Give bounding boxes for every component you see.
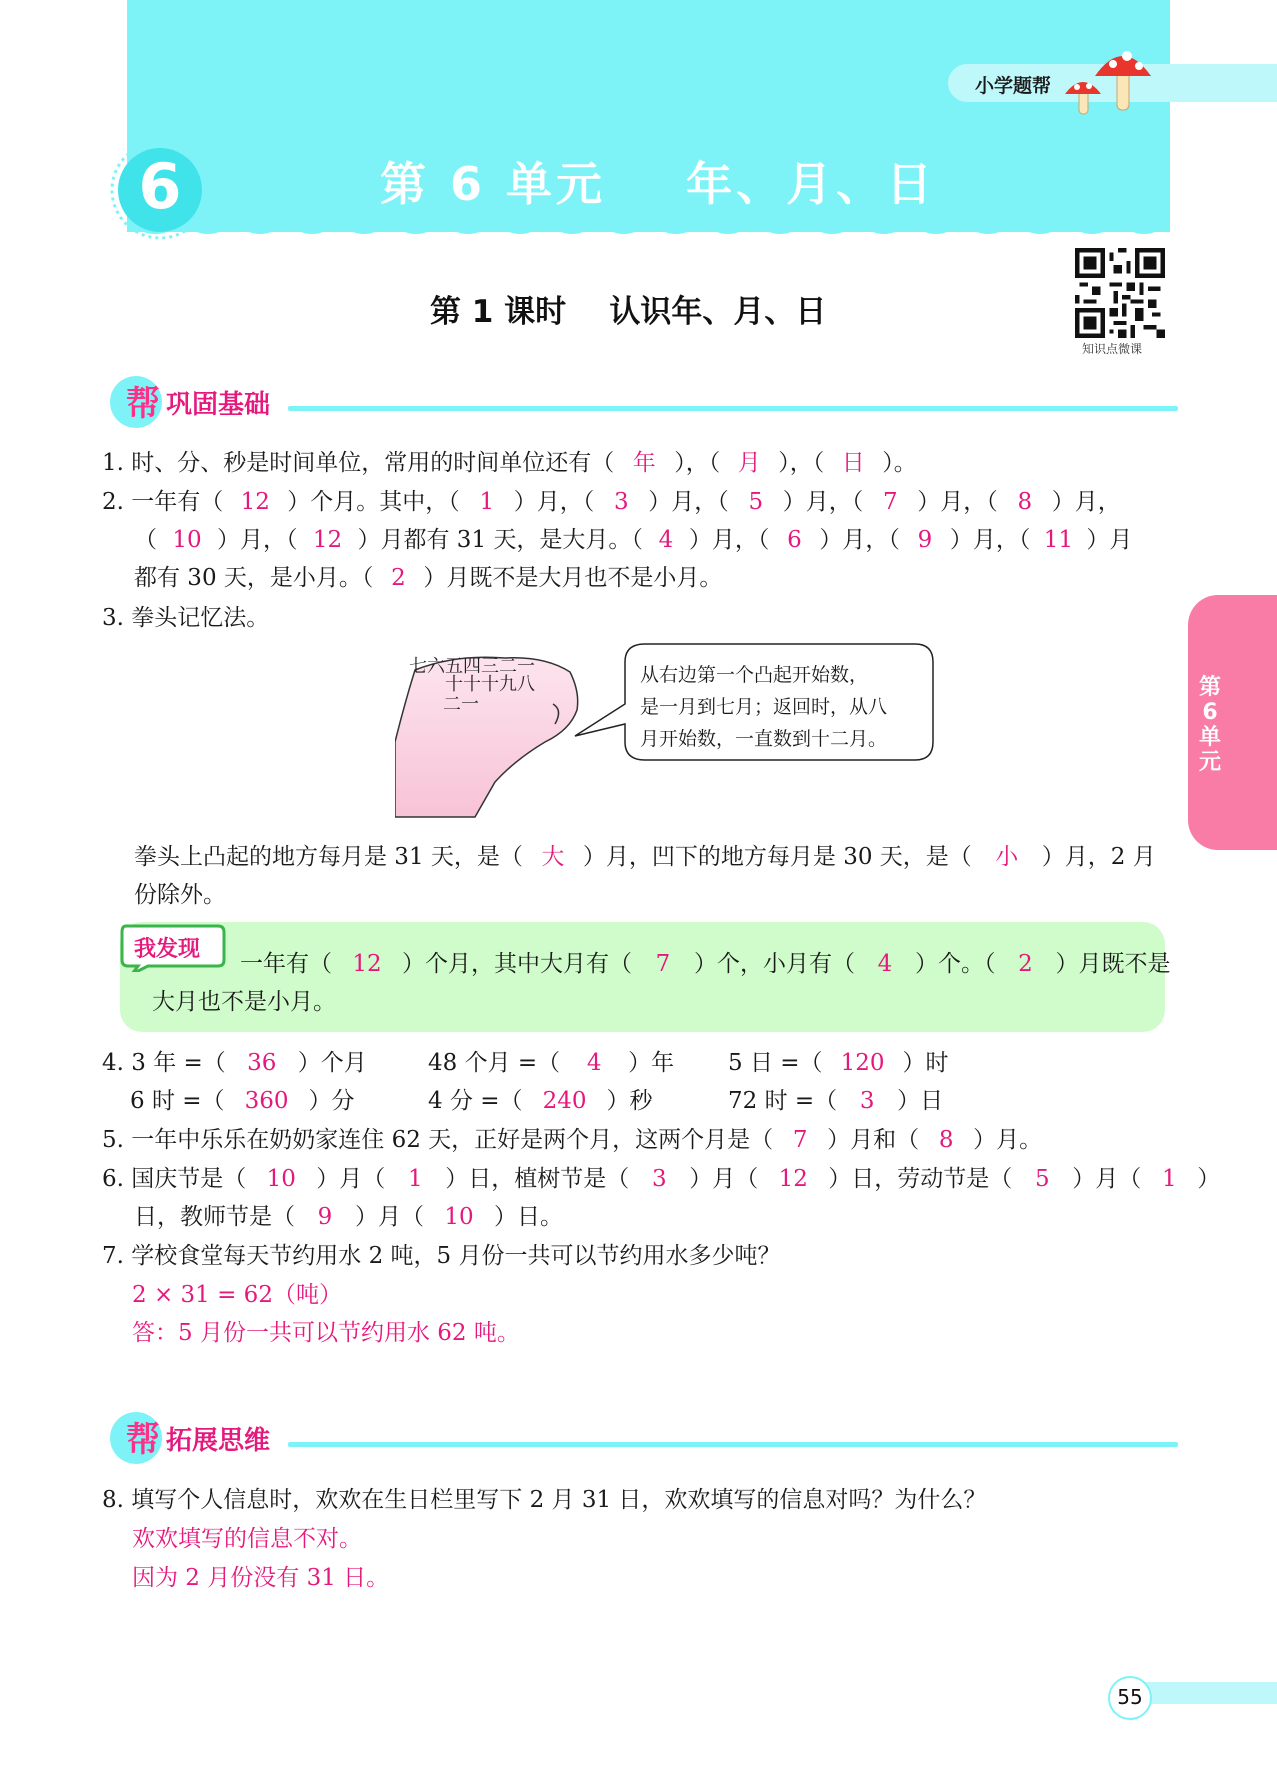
question-4-r2c1: 6 时 =（ 360 ）分 <box>130 1088 355 1114</box>
question-4-r1c1: 4. 3 年 =（ 36 ）个月 <box>102 1050 367 1076</box>
answer: 7 <box>882 489 898 515</box>
svg-text:二一: 二一 <box>443 694 479 715</box>
answer: 8 <box>938 1127 954 1153</box>
answer: 4 <box>586 1050 602 1076</box>
question-3-title: 3. 拳头记忆法。 <box>102 605 270 631</box>
question-1: 1. 时、分、秒是时间单位，常用的时间单位还有（ 年 ），（ 月 ），（ 日 ）。 <box>102 444 917 477</box>
answer: 12 <box>240 489 270 515</box>
answer: 小 <box>995 844 1019 870</box>
question-8: 8. 填写个人信息时，欢欢在生日栏里写下 2 月 31 日，欢欢填写的信息对吗？为什么？ <box>102 1487 987 1513</box>
question-5: 5. 一年中乐乐在奶奶家连住 62 天，正好是两个月，这两个月是（ 7 ）月和（ 8 ）月。 <box>102 1127 1043 1153</box>
section-divider <box>288 406 1178 411</box>
answer: 2 <box>391 565 406 591</box>
brand-name: 小学题帮 <box>975 75 1052 97</box>
qr-caption: 知识点微课 <box>1082 342 1143 356</box>
question-4-r1c2: 48 个月 =（ 4 ）年 <box>428 1050 675 1076</box>
question-8-answer-2: 因为 2 月份没有 31 日。 <box>132 1565 390 1591</box>
answer: 1 <box>407 1166 423 1192</box>
question-6-line-2: 日，教师节是（ 9 ）月（ 10 ）日。 <box>134 1204 563 1230</box>
lesson-title: 第 1 课时 认识年、月、日 <box>430 294 827 330</box>
answer: 10 <box>444 1204 474 1230</box>
answer: 6 <box>787 527 802 553</box>
answer: 3 <box>651 1166 667 1192</box>
answer: 5 <box>748 489 764 515</box>
question-7-work: 2 × 31 = 62（吨） <box>132 1282 342 1308</box>
bubble-line-2: 是一月到七月；返回时，从八 <box>640 696 888 718</box>
page-number: 55 <box>1117 1685 1143 1709</box>
section-bang-char: 帮 <box>126 1420 160 1460</box>
svg-text:十十十九八: 十十十九八 <box>445 674 535 695</box>
bubble-line-1: 从右边第一个凸起开始数， <box>640 664 869 686</box>
discovery-line-2: 大月也不是小月。 <box>152 989 336 1015</box>
answer: 大 <box>541 844 565 870</box>
answer: 月 <box>737 450 761 476</box>
question-4-r2c3: 72 时 =（ 3 ）日 <box>728 1088 944 1114</box>
question-3-text: 拳头上凸起的地方每月是 31 天，是（ 大 ）月，凹下的地方每月是 30 天，是（ 小 ）月，2 月 <box>134 838 1156 871</box>
question-3-text-line-2: 份除外。 <box>134 882 226 908</box>
answer: 1 <box>479 489 495 515</box>
question-2-line-3: 都有 30 天，是小月。（ 2 ）月既不是大月也不是小月。 <box>134 565 723 591</box>
answer: 年 <box>632 450 656 476</box>
section-bang-char: 帮 <box>126 384 160 424</box>
answer: 3 <box>859 1088 875 1114</box>
question-8-answer-1: 欢欢填写的信息不对。 <box>132 1526 362 1552</box>
unit-side-tab-label: 第6单元 <box>1198 675 1221 775</box>
answer: 240 <box>542 1088 587 1114</box>
answer: 8 <box>1017 489 1033 515</box>
section-divider <box>288 1442 1178 1447</box>
page-number-bar <box>1140 1682 1277 1704</box>
question-6-line-1: 6. 国庆节是（ 10 ）月（ 1 ）日，植树节是（ 3 ）月（ 12 ）日，劳动节是（ 5 ）月（ 1 ） <box>102 1166 1221 1192</box>
answer: 7 <box>655 951 671 977</box>
answer: 12 <box>352 951 382 977</box>
qr-code-icon[interactable] <box>1075 248 1165 338</box>
answer: 4 <box>658 527 674 553</box>
section-title: 巩固基础 <box>166 390 271 420</box>
unit-number: 6 <box>138 150 182 223</box>
answer: 9 <box>317 1204 333 1230</box>
fist-labels: 七六五四三二一 <box>409 656 535 677</box>
question-7-answer: 答：5 月份一共可以节约用水 62 吨。 <box>132 1320 520 1346</box>
answer: 5 <box>1034 1166 1050 1192</box>
answer: 12 <box>312 527 343 553</box>
question-2-line-1: 2. 一年有（ 12 ）个月。其中，（ 1 ）月，（ 3 ）月，（ 5 ）月，（ 7 ）月，（ 8 ）月， <box>102 489 1121 515</box>
answer: 2 <box>1018 951 1033 977</box>
question-4-r1c3: 5 日 =（ 120 ）时 <box>728 1050 949 1076</box>
answer: 10 <box>266 1166 296 1192</box>
answer: 7 <box>792 1127 808 1153</box>
answer: 36 <box>247 1050 277 1076</box>
section-header-extension <box>110 1404 1190 1474</box>
answer: 日 <box>841 450 865 476</box>
mushroom-icon <box>1065 42 1155 116</box>
answer: 9 <box>917 527 933 553</box>
question-7: 7. 学校食堂每天节约用水 2 吨，5 月份一共可以节约用水多少吨？ <box>102 1243 781 1269</box>
answer: 10 <box>172 527 202 553</box>
unit-title: 第 6 单元 年、月、日 <box>380 157 937 211</box>
bubble-line-3: 月开始数，一直数到十二月。 <box>640 728 888 750</box>
answer: 3 <box>613 489 629 515</box>
answer: 1 <box>1161 1166 1177 1192</box>
question-2-line-2: （ 10 ）月，（ 12 ）月都有 31 天，是大月。（ 4 ）月，（ 6 ）月，（ 9 ）月，（ 11 ）月 <box>134 527 1133 553</box>
answer: 120 <box>840 1050 885 1076</box>
answer: 4 <box>877 951 893 977</box>
answer: 360 <box>244 1088 289 1114</box>
answer: 11 <box>1043 527 1074 553</box>
question-4-r2c2: 4 分 =（ 240 ）秒 <box>428 1088 653 1114</box>
section-header-basics <box>110 368 1190 438</box>
discovery-label: 我发现 <box>134 937 201 962</box>
section-title: 拓展思维 <box>166 1426 271 1456</box>
answer: 12 <box>778 1166 808 1192</box>
discovery-line-1: 一年有（ 12 ）个月，其中大月有（ 7 ）个，小月有（ 4 ）个。（ 2 ）月既不是 <box>240 951 1171 977</box>
